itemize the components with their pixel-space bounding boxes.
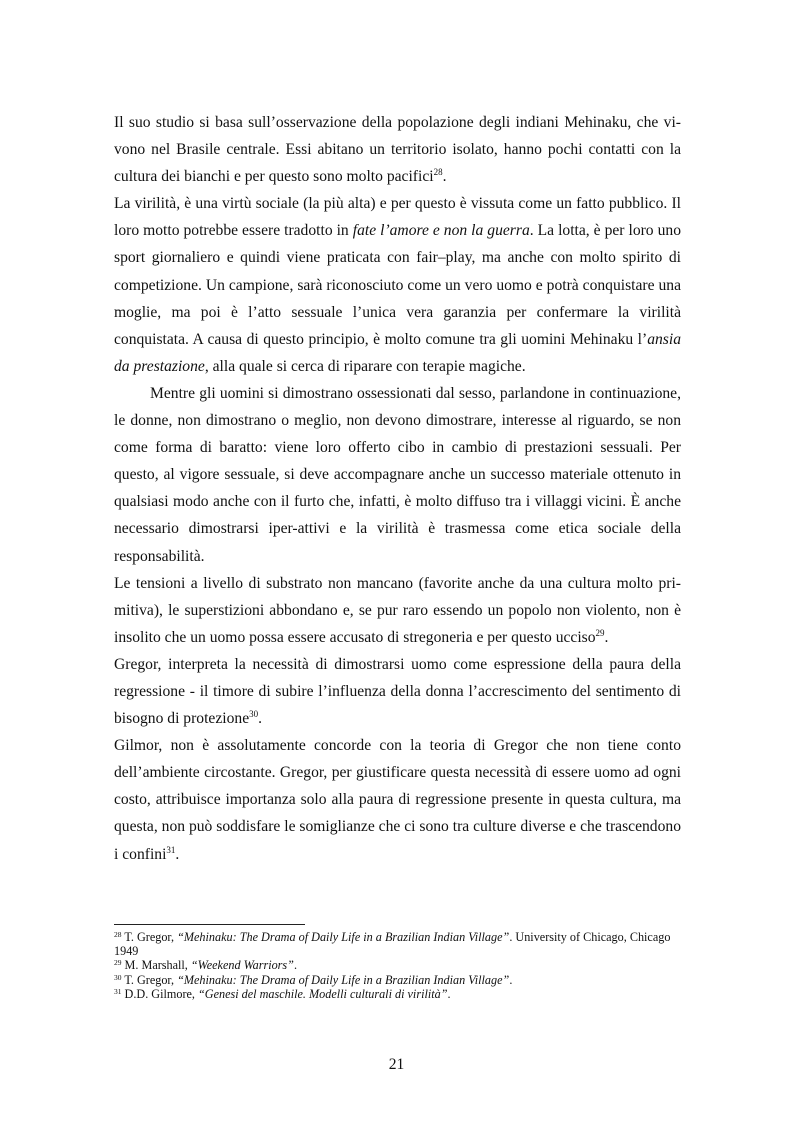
body-text [114,109,681,868]
text-run: La virilità, è una virtù sociale (la più alta) e per questo è vissuta come un fatto pubblico. Il loro motto potrebbe essere tradotto in [114,195,681,240]
text-run: . University of Chicago, Chicago 1949 [114,930,671,959]
text-run: D.D. Gilmore, [121,986,198,1001]
text-run: Gilmor, non è assolutamente concorde con la teoria di Gregor che non tiene conto dell’ambiente circostante. Gregor, per giustificare questa necessità di essere uomo ad ogni costo, attribuisce importanza solo alla paura di regressione presente in questa cultura, ma questa, non può soddisfare le somiglianze che ci sono tra culture diverse e che trascendono i confini [114,737,681,863]
text-run: T. Gregor, [121,972,178,987]
paragraph [114,732,681,867]
footnote [114,987,681,1001]
text-run: T. Gregor, [121,930,178,944]
footnote [114,958,681,972]
text-run: . [293,958,297,973]
footnote [114,930,681,958]
text-run: . [604,628,609,646]
footnote-ref: 29 [114,958,122,968]
footnote-ref: 28 [114,930,122,939]
paragraph [114,109,681,190]
italic-text: “Weekend Warriors” [190,958,294,973]
text-run: . [175,845,180,863]
italic-text: “Mehinaku: The Drama of Daily Life in a Brazilian Indian Village” [177,930,510,944]
italic-text: “Genesi del maschile. Modelli culturali di virilità” [198,986,448,1001]
footnote-ref: 28 [433,167,443,178]
footnote-ref: 30 [249,709,259,720]
text-run: . La lotta, è per loro uno sport giornaliero e quindi viene praticata con fair–play, ma anche con molto spirito di competizione. Un campione, sarà riconosciuto come un vero uomo e potrà conquistare una moglie, ma poi è l’atto sessuale l’unica vera garanzia per confermare la virilità conquistata. A causa di questo principio, è molto comune tra gli uomini Mehinaku l’ [114,222,681,348]
italic-text: ansia da prestazione [114,330,681,375]
footnote-ref: 31 [166,844,176,855]
text-run: Il suo studio si basa sull’osservazione della popolazione degli indiani Mehinaku, che vivono nel Brasile centrale. Essi abitano un territorio isolato, hanno pochi contatti con la cultura dei bianchi e per questo sono molto pacifici [114,114,681,186]
text-run: . [447,986,451,1001]
footnotes [114,930,681,1001]
text-run: . [509,972,513,987]
footnote-separator [114,924,305,925]
footnote-ref: 29 [595,627,605,638]
text-run: , alla quale si cerca di riparare con terapie magiche. [204,357,526,375]
text-run: M. Marshall, [121,958,191,973]
footnote-ref: 30 [114,972,122,982]
text-run: Gregor, interpreta la necessità di dimostrarsi uomo come espressione della paura della regressione - il timore di subire l’influenza della donna l’accrescimento del sentimento di bisogno di protezione [114,655,681,728]
text-run: Mentre gli uomini si dimostrano ossessionati dal sesso, parlandone in continuazione, le donne, non dimostrano o meglio, non devono dimostrare, interesse al riguardo, se non come forma di baratto: viene loro offerto cibo in cambio di prestazioni sessuali. Per questo, al vigore sessuale, si deve accompagnare anche un successo materiale ottenuto in qualsiasi modo anche con il furto che, infatti, è molto diffuso tra i villaggi vicini. È anche necessario dimostrarsi iper-attivi e la virilità è trasmessa come etica sociale della responsabilità. [114,384,681,565]
paragraph [114,190,681,380]
paragraph [114,380,681,570]
italic-text: fate l’amore e non la guerra [352,222,530,240]
text-run: Le tensioni a livello di substrato non mancano (favorite anche da una cultura molto primitiva), le superstizioni abbondano e, se pur raro essendo un popolo non violento, non è insolito che un uomo possa essere accusato di stregoneria e per questo ucciso [114,574,681,646]
paragraph [114,570,681,651]
text-run: . [258,710,263,728]
footnote [114,973,681,987]
italic-text: “Mehinaku: The Drama of Daily Life in a Brazilian Indian Village” [177,972,510,987]
paragraph [114,651,681,732]
footnote-ref: 31 [114,986,122,996]
text-run: . [442,168,447,186]
page-number: 21 [388,1056,405,1073]
